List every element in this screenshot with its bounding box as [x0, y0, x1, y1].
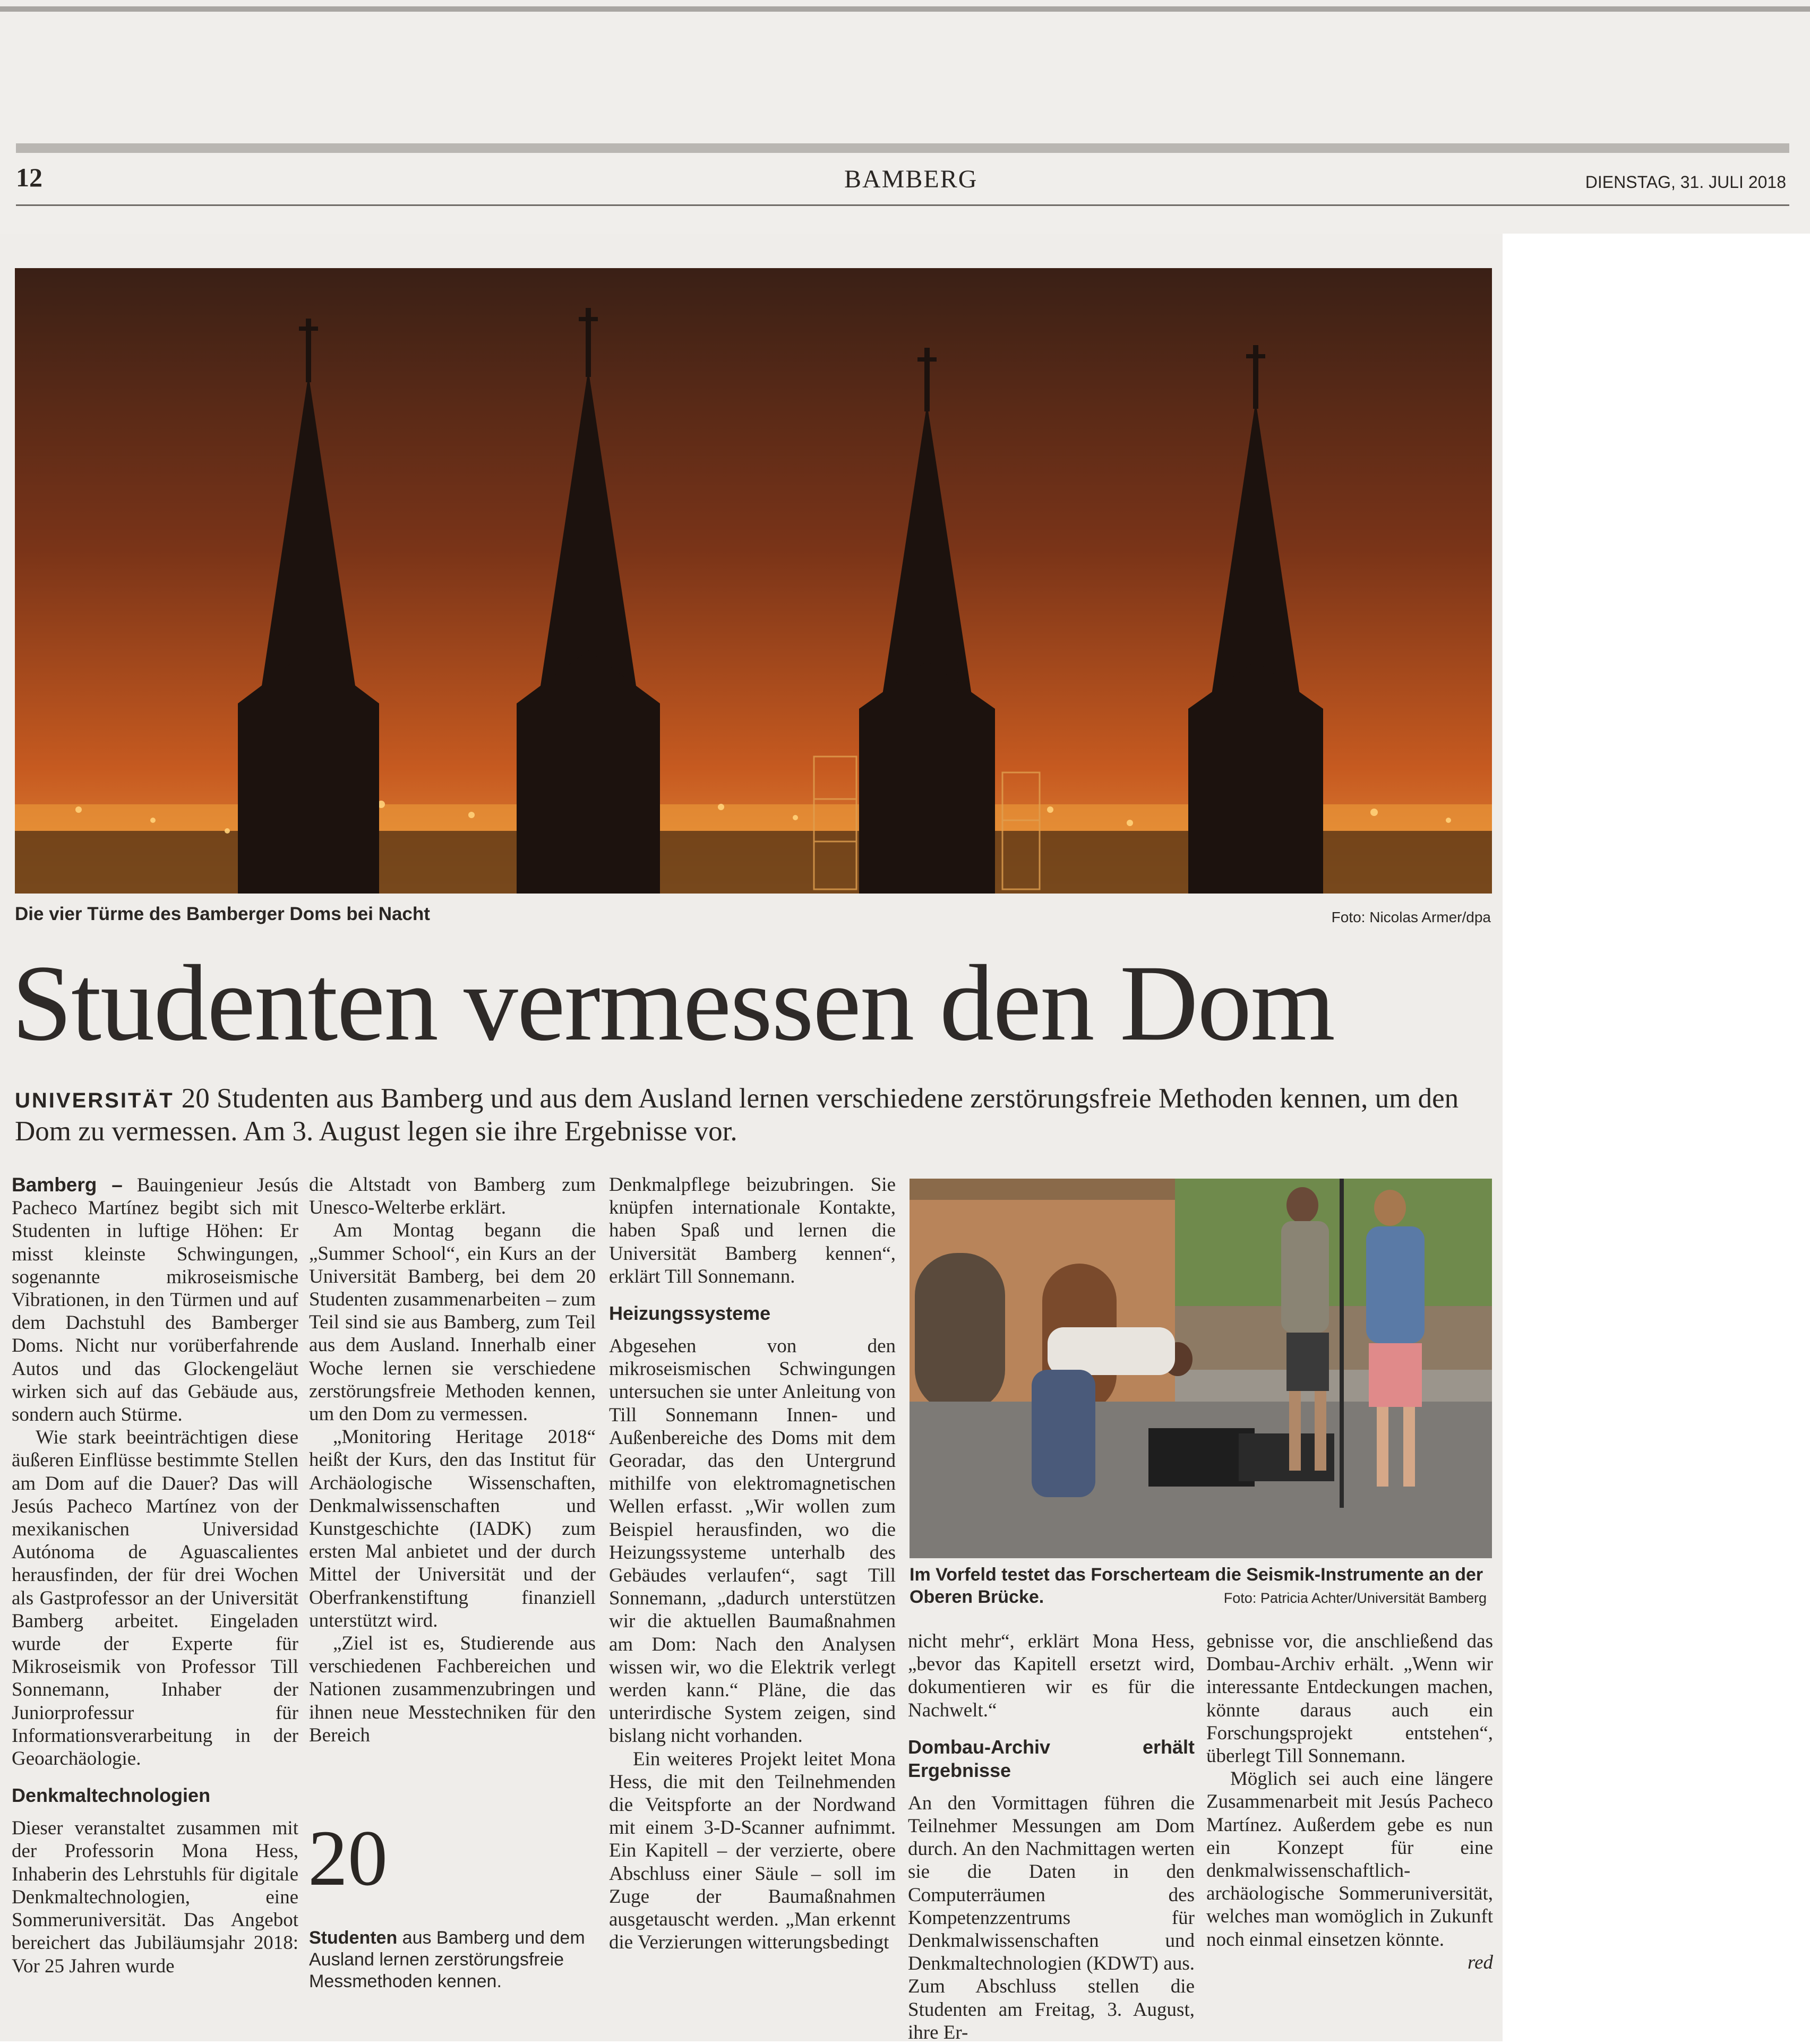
article-headline: Studenten vermessen den Dom [12, 943, 1334, 1063]
teaser-text: 20 Studenten aus Bamberg und aus dem Ausland lernen verschiedene zerstörungsfreie Methoden kennen, um den Dom zu vermessen. Am 3. August legen sie ihre Ergebnisse vor. [15, 1083, 1459, 1147]
paragraph: Denkmalpflege beizubringen. Sie knüpfen internationale Kontakte, haben Spaß und lernen die Universität Bamberg kennen“, erklärt Till Sonnemann. [609, 1174, 896, 1287]
paragraph: nicht mehr“, erklärt Mona Hess, „bevor das Kapitell ersetzt wird, dokumentieren wir es für die Nachwelt.“ [908, 1630, 1195, 1721]
factbox-bold: Studenten [309, 1928, 398, 1948]
article-column-2 [309, 1173, 596, 1747]
second-photo-caption: Im Vorfeld testet das Forscherteam die Seismik-Instrumente an der Oberen Brücke. [910, 1565, 1483, 1607]
main-photo-credit: Foto: Nicolas Armer/dpa [1331, 909, 1491, 925]
paragraph-text: Bauingenieur Jesús Pacheco Martínez begibt sich mit Studenten in luftige Höhen: Er misst kleinste Schwingungen, sogenannte mikroseismische Vibrationen, in den Türmen und auf dem Dachstuhl des Bamberger Doms. Nicht nur vorüberfahrende Autos und das Glockengeläut wirken sich auf das Gebäude aus, sondern auch Stürme. [12, 1174, 299, 1426]
header-bar [16, 143, 1789, 153]
paragraph: Ein weiteres Projekt leitet Mona Hess, die mit den Teilnehmenden die Veitspforte an der Nordwand mit einem 3-D-Scanner aufnimmt. Ein Kapitell – der verzierte, obere Abschluss einer Säule – soll im Zuge der Baumaßnahmen ausgetauscht werden. „Man erkennt die Verzierungen witterungsbedingt [609, 1748, 896, 1954]
factbox-body: aus Bamberg und dem Ausland lernen zerstörungsfreie Messmethoden kennen. [309, 1928, 585, 1991]
research-team-photo [910, 1179, 1492, 1558]
paragraph: Wie stark beeinträchtigen diese äußeren Einflüsse bestimmte Stellen am Dom auf die Dauer? Das will Jesús Pacheco Martínez von der mexikanischen Universidad Autónoma de Aguascalientes herausfinden, der für drei Wochen als Gastprofessor an der Universität Bamberg arbeitet. Eingeladen wurde der Experte für Mikroseismik von Professor Till Sonnemann, Inhaber der Juniorprofessur für Informationsverarbeitung in der Geoarchäologie. [12, 1427, 298, 1770]
page-number: 12 [16, 162, 42, 192]
subheading: Heizungssysteme [609, 1302, 771, 1325]
article-teaser [15, 1083, 1480, 1147]
paragraph [12, 1173, 298, 1426]
second-photo-credit: Foto: Patricia Achter/Universität Bamberg [1223, 1590, 1487, 1606]
paragraph: gebnisse vor, die anschließend das Dombau-Archiv erhält. „Wenn wir interessante Entdeckungen machen, könnte daraus auch ein Forschungsprojekt entstehen“, überlegt Till Sonnemann. [1206, 1630, 1493, 1767]
section-title: BAMBERG [844, 165, 978, 193]
subheading: Dombau-Archiv erhält Ergebnisse [908, 1736, 1195, 1781]
article-column-5 [1206, 1630, 1493, 1974]
paragraph: Dieser veranstaltet zusammen mit der Professorin Mona Hess, Inhaberin des Lehrstuhls für digitale Denkmaltechnologien, eine Sommeruniversität. Das Angebot bereichert das Jubiläumsjahr 2018: Vor 25 Jahren wurde [12, 1817, 298, 1977]
dateline: Bamberg – [12, 1174, 123, 1196]
article-kicker: UNIVERSITÄT [15, 1089, 174, 1112]
paragraph: Am Montag begann die „Summer School“, ein Kurs an der Universität Bamberg, bei dem 20 Studenten zusammenarbeiten – zum Teil sind sie aus Bamberg, zum Teil aus dem Ausland. Innerhalb einer Woche lernen sie verschiedene zerstörungsfreie Methoden kennen, um den Dom zu vermessen. [309, 1219, 596, 1425]
author-sign: red [1468, 1951, 1493, 1973]
article-column-3 [609, 1173, 896, 1991]
issue-date: DIENSTAG, 31. JULI 2018 [1585, 173, 1786, 192]
main-photo-caption: Die vier Türme des Bamberger Doms bei Nacht [15, 904, 430, 924]
scan-edge-line [0, 6, 1810, 12]
paragraph: „Monitoring Heritage 2018“ heißt der Kurs, den das Institut für Archäologische Wissenschaften, Denkmalwissenschaften und Kunstgeschichte (IADK) zum ersten Mal anbietet und der durch Mittel der Universität und der Oberfrankenstiftung finanziell unterstützt wird. [309, 1426, 596, 1631]
paragraph: Möglich sei auch eine längere Zusammenarbeit mit Jesús Pacheco Martínez. Außerdem gebe es nun ein Konzept für eine denkmalwissenschaftlich-archäologische Sommeruniversität, welches man womöglich in Zukunft noch einmal einsetzen könnte. [1206, 1768, 1493, 1951]
paragraph: „Ziel ist es, Studierende aus verschiedenen Fachbereichen und Nationen zusammenzubringen und ihnen neue Messtechniken für den Bereich [309, 1633, 596, 1746]
page-top-strip [0, 0, 1810, 234]
paragraph: An den Vormittagen führen die Teilnehmer Messungen am Dom durch. An den Nachmittagen werten sie die Daten in den Computerräumen des Kompetenzzentrums für Denkmalwissenschaften und Denkmaltechnologien (KDWT) aus. Zum Abschluss stellen die Studenten am Freitag, 3. August, ihre Er- [908, 1792, 1195, 2043]
cathedral-towers-photo [15, 268, 1492, 894]
factbox-number: 20 [308, 1814, 388, 1902]
header-rule [16, 204, 1789, 206]
article-column-4 [908, 1630, 1195, 2044]
paragraph: die Altstadt von Bamberg zum Unesco-Welterbe erklärt. [309, 1174, 596, 1219]
article-column-1 [12, 1173, 298, 1978]
subheading: Denkmaltechnologien [12, 1784, 211, 1807]
paragraph: Abgesehen von den mikroseismischen Schwingungen untersuchen sie unter Anleitung von Till Sonnemann Innen- und Außenbereiche des Doms mit dem Georadar, das den Untergrund mithilfe von elektromagnetischen Wellen erfasst. „Wir wollen zum Beispiel herausfinden, wo die Heizungssysteme unterhalb des Gebäudes verlaufen“, sagt Till Sonnemann, „dadurch unterstützen wir die aktuellen Baumaßnahmen am Dom: Nach den Analysen wissen wir, wo die Elektrik verlegt werden kann.“ Pläne, die das unterirdische System zeigen, sind bislang nicht vorhanden. [609, 1335, 896, 1747]
factbox-text [309, 1927, 590, 1993]
